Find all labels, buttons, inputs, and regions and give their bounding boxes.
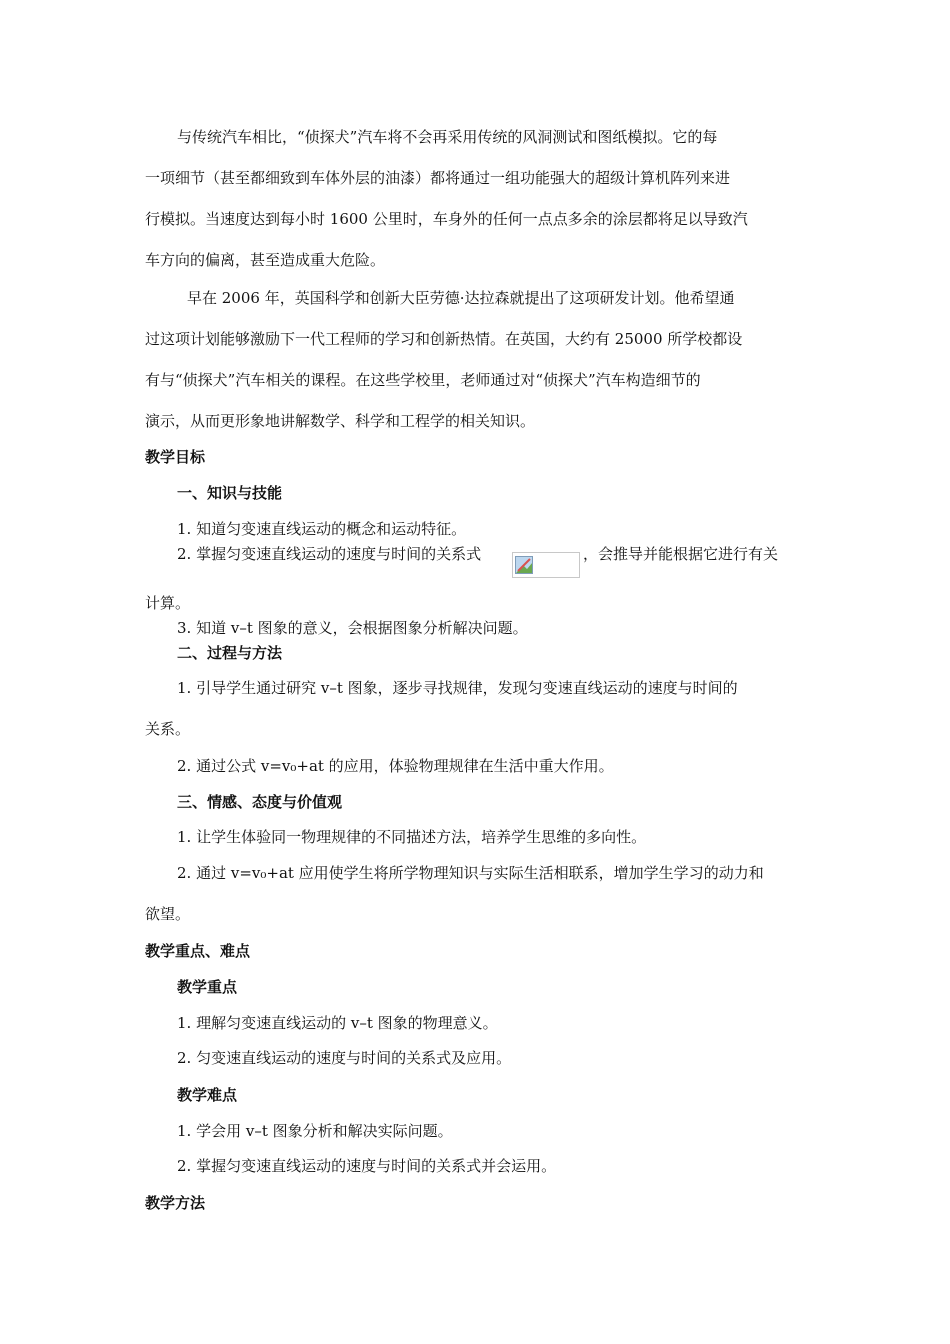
paragraph-1-line-3: 行模拟。当速度达到每小时 1600 公里时，车身外的任何一点点多余的涂层都将足以导致汽 <box>145 210 748 228</box>
subheading-emotion: 三、情感、态度与价值观 <box>177 793 343 811</box>
process-item-1-part-a: 1. 引导学生通过研究 v–t 图象，逐步寻找规律，发现匀变速直线运动的速度与时间的 <box>177 679 738 697</box>
subheading-process: 二、过程与方法 <box>177 644 283 662</box>
paragraph-1-line-1: 与传统汽车相比，“侦探犬”汽车将不会再采用传统的风洞测试和图纸模拟。它的每 <box>177 128 718 146</box>
process-item-2: 2. 通过公式 v=v₀+at 的应用，体验物理规律在生活中重大作用。 <box>177 757 614 775</box>
section-heading-key-points: 教学重点、难点 <box>145 942 251 960</box>
knowledge-item-2-part-a: 2. 掌握匀变速直线运动的速度与时间的关系式 <box>177 545 482 563</box>
subheading-focus: 教学重点 <box>177 978 238 996</box>
knowledge-item-1: 1. 知道匀变速直线运动的概念和运动特征。 <box>177 520 467 538</box>
paragraph-1-line-4: 车方向的偏离，甚至造成重大危险。 <box>145 251 386 269</box>
paragraph-2-line-2: 过这项计划能够激励下一代工程师的学习和创新热情。在英国，大约有 25000 所学校都设 <box>145 330 743 348</box>
emotion-item-2-part-a: 2. 通过 v=v₀+at 应用使学生将所学物理知识与实际生活相联系，增加学生学习的动力和 <box>177 864 764 882</box>
difficulty-item-2: 2. 掌握匀变速直线运动的速度与时间的关系式并会运用。 <box>177 1157 557 1175</box>
focus-item-2: 2. 匀变速直线运动的速度与时间的关系式及应用。 <box>177 1049 512 1067</box>
knowledge-item-2-part-c: 计算。 <box>145 594 191 612</box>
subheading-difficulty: 教学难点 <box>177 1086 238 1104</box>
emotion-item-2-part-b: 欲望。 <box>145 905 191 923</box>
subheading-knowledge: 一、知识与技能 <box>177 484 283 502</box>
process-item-1-part-b: 关系。 <box>145 720 191 738</box>
broken-image-icon <box>515 556 533 574</box>
focus-item-1: 1. 理解匀变速直线运动的 v–t 图象的物理意义。 <box>177 1014 498 1032</box>
knowledge-item-3: 3. 知道 v–t 图象的意义，会根据图象分析解决问题。 <box>177 619 528 637</box>
formula-image <box>512 552 580 578</box>
section-heading-objectives: 教学目标 <box>145 448 206 466</box>
paragraph-2-line-3: 有与“侦探犬”汽车相关的课程。在这些学校里，老师通过对“侦探犬”汽车构造细节的 <box>145 371 701 389</box>
knowledge-item-2-part-b: ，会推导并能根据它进行有关 <box>583 545 779 563</box>
section-heading-methods: 教学方法 <box>145 1194 206 1212</box>
emotion-item-1: 1. 让学生体验同一物理规律的不同描述方法，培养学生思维的多向性。 <box>177 828 647 846</box>
difficulty-item-1: 1. 学会用 v–t 图象分析和解决实际问题。 <box>177 1122 453 1140</box>
paragraph-2-line-4: 演示，从而更形象地讲解数学、科学和工程学的相关知识。 <box>145 412 536 430</box>
paragraph-2-line-1: 早在 2006 年，英国科学和创新大臣劳德·达拉森就提出了这项研发计划。他希望通 <box>187 289 735 307</box>
paragraph-1-line-2: 一项细节（甚至都细致到车体外层的油漆）都将通过一组功能强大的超级计算机阵列来进 <box>145 169 731 187</box>
